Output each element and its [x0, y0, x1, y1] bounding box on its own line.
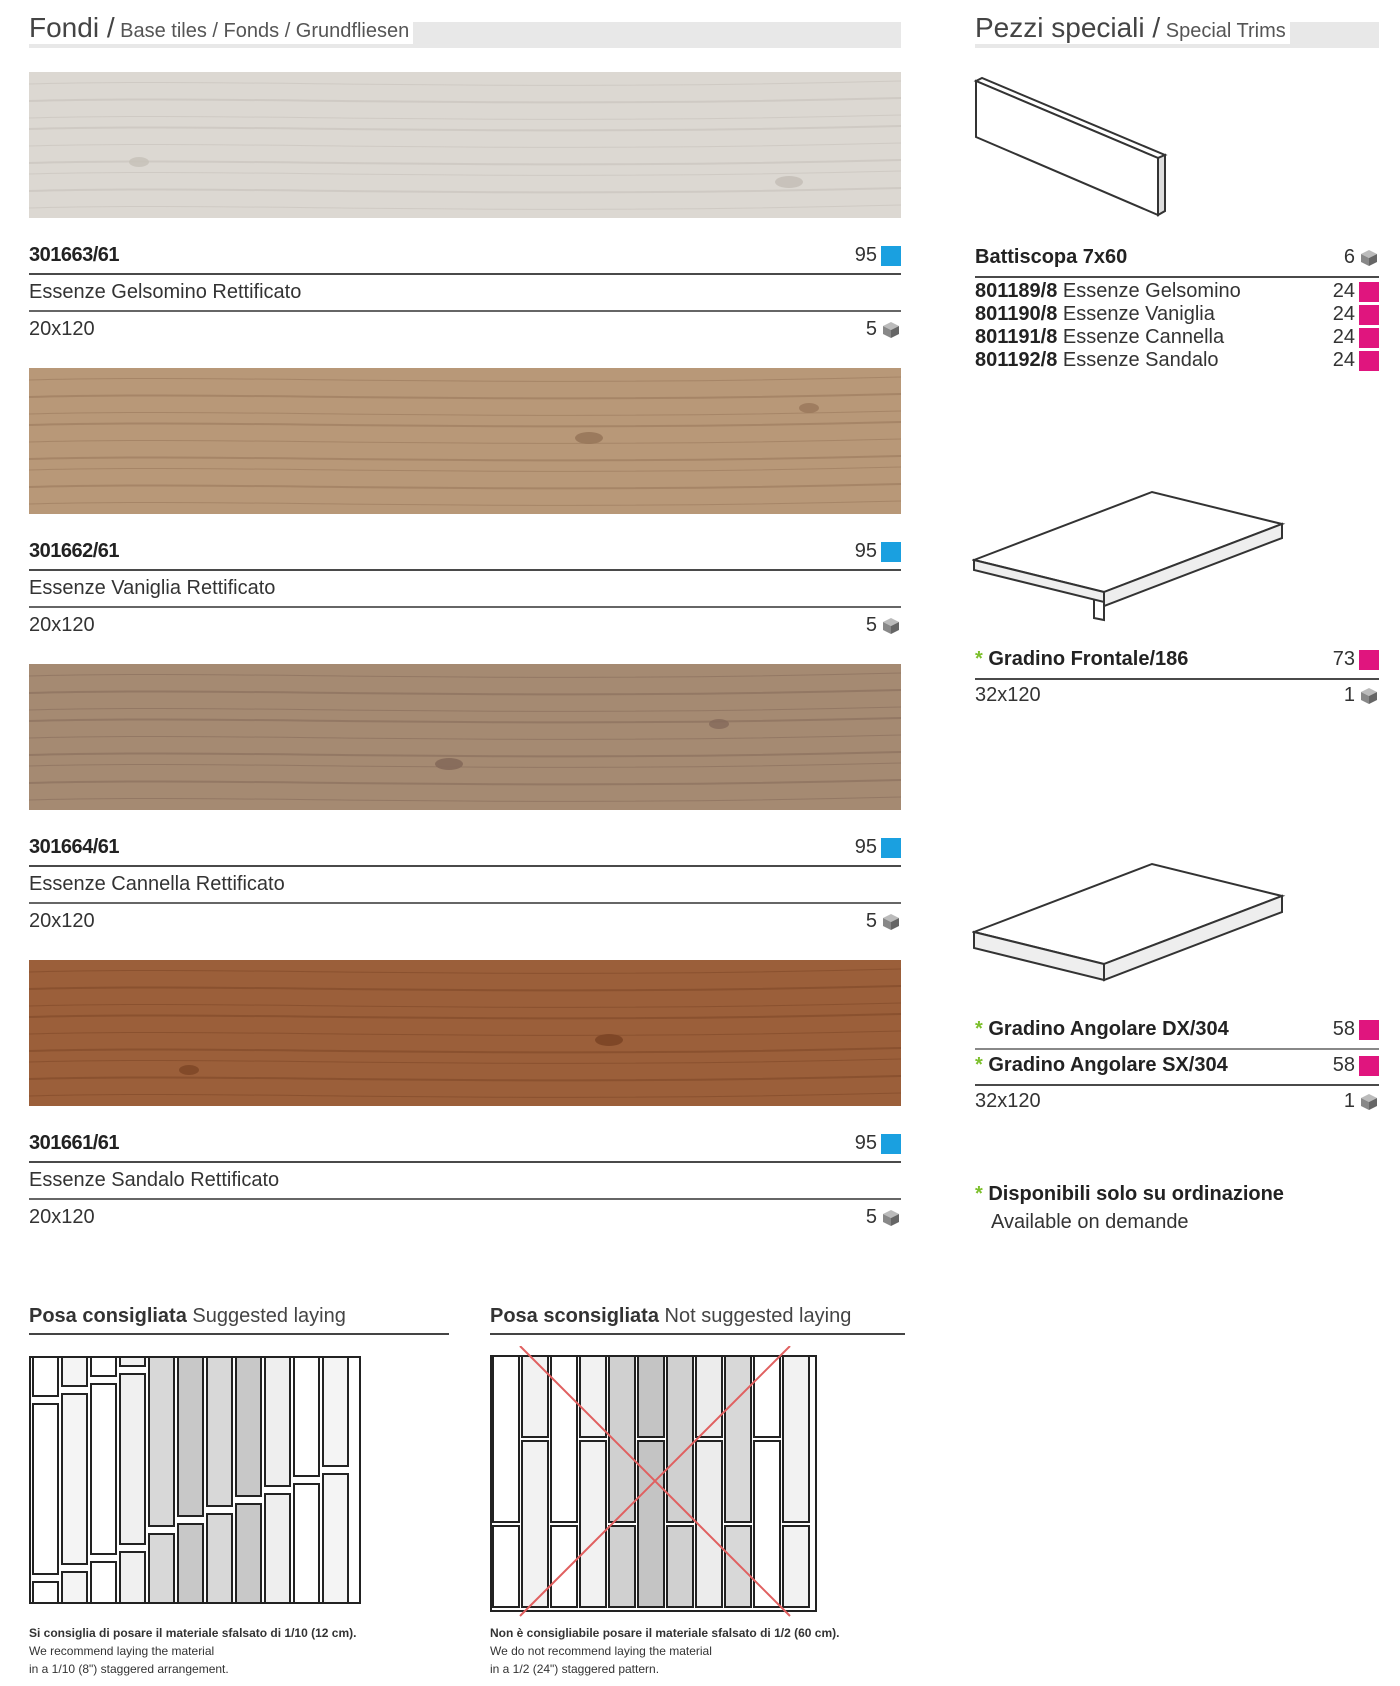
- angolare-pack: 1: [1343, 1090, 1355, 1112]
- tile-rect: [725, 1356, 751, 1522]
- tile-card: [29, 72, 901, 347]
- tile-rect: [33, 1404, 58, 1574]
- tile-name: Essenze Gelsomino Rettificato: [29, 281, 302, 303]
- price-square-icon: [1359, 282, 1379, 302]
- order-note: * Disponibili solo su ordinazione Available on demande: [975, 1183, 1284, 1233]
- item-name: Essenze Sandalo: [1062, 349, 1219, 371]
- tile-rect: [91, 1562, 116, 1604]
- tile-rect: [725, 1526, 751, 1607]
- tile-rect: [493, 1526, 519, 1607]
- tile-code: 301664/61: [29, 836, 120, 858]
- tile-rect: [609, 1526, 635, 1607]
- trims-title: Pezzi speciali / Special Trims: [975, 12, 1290, 44]
- tile-rect: [638, 1441, 664, 1607]
- tile-name: Essenze Vaniglia Rettificato: [29, 577, 276, 599]
- angolare-size: 32x120: [975, 1090, 1041, 1112]
- tile-rect: [178, 1356, 203, 1516]
- not-suggested-laying-diagram: [490, 1346, 820, 1621]
- tile-rect: [236, 1356, 261, 1496]
- angolare-item: * Gradino Angolare SX/304 58: [975, 1054, 1379, 1084]
- angolare-name: Gradino Angolare DX/304: [988, 1018, 1229, 1040]
- price-square-icon: [1359, 351, 1379, 371]
- tile-rect: [265, 1494, 290, 1604]
- tile-price: 95: [854, 244, 877, 266]
- tile-rect: [580, 1441, 606, 1607]
- divider: [29, 1333, 449, 1335]
- tile-size: 20x120: [29, 318, 95, 340]
- divider: [975, 1084, 1379, 1086]
- tile-rect: [294, 1356, 319, 1476]
- frontale-pack: 1: [1343, 684, 1355, 706]
- angolare-name: Gradino Angolare SX/304: [988, 1054, 1228, 1076]
- divider: [490, 1333, 905, 1335]
- tile-pack: 5: [865, 318, 877, 340]
- price-square-icon: [1359, 305, 1379, 325]
- tile-size: 20x120: [29, 614, 95, 636]
- battiscopa-name: Battiscopa 7x60: [975, 246, 1128, 268]
- tile-rect: [120, 1374, 145, 1544]
- angolare-price: 58: [1332, 1054, 1355, 1076]
- battiscopa-item: [975, 303, 1379, 326]
- item-name: Essenze Vaniglia: [1062, 303, 1215, 325]
- not-suggested-caption: Non è consigliabile posare il materiale sfalsato di 1/2 (60 cm). We do not recommend laying the material in a 1/2 (24") staggered pattern.: [490, 1626, 840, 1676]
- angolare-price: 58: [1332, 1018, 1355, 1040]
- tile-price: 95: [854, 1132, 877, 1154]
- tile-rect: [323, 1356, 348, 1466]
- item-price: 24: [1332, 303, 1355, 325]
- battiscopa-item: [975, 349, 1379, 372]
- price-square-icon: [1359, 650, 1379, 670]
- box-icon: [881, 912, 901, 932]
- tile-name: Essenze Cannella Rettificato: [29, 873, 285, 895]
- battiscopa-item: [975, 326, 1379, 349]
- tile-name: Essenze Sandalo Rettificato: [29, 1169, 280, 1191]
- tile-rect: [493, 1356, 519, 1522]
- price-square-icon: [881, 838, 901, 858]
- tile-rect: [580, 1356, 606, 1437]
- item-name: Essenze Gelsomino: [1062, 280, 1241, 302]
- box-icon: [881, 1208, 901, 1228]
- battiscopa-drawing: [970, 75, 1170, 225]
- divider: [975, 1048, 1379, 1050]
- box-icon: [881, 320, 901, 340]
- tile-rect: [33, 1356, 58, 1396]
- tile-rect: [551, 1526, 577, 1607]
- tile-rect: [33, 1582, 58, 1604]
- tile-image: [29, 960, 901, 1106]
- tile-image: [29, 368, 901, 514]
- price-square-icon: [881, 542, 901, 562]
- tile-pack: 5: [865, 614, 877, 636]
- tile-rect: [638, 1356, 664, 1437]
- suggested-laying-title: Posa consigliata Suggested laying: [29, 1305, 346, 1327]
- item-name: Essenze Cannella: [1062, 326, 1225, 348]
- box-icon: [881, 616, 901, 636]
- tile-code: 301661/61: [29, 1132, 120, 1154]
- tile-rect: [207, 1514, 232, 1604]
- gradino-angolare-drawing: [972, 860, 1292, 1000]
- divider: [975, 678, 1379, 680]
- tile-code: 301663/61: [29, 244, 120, 266]
- tile-card: [29, 664, 901, 939]
- item-code: 801189/8: [975, 280, 1058, 302]
- tile-rect: [323, 1474, 348, 1604]
- tile-rect: [91, 1356, 116, 1376]
- tile-rect: [696, 1356, 722, 1437]
- price-square-icon: [881, 246, 901, 266]
- base-tiles-header: [29, 12, 901, 48]
- tile-rect: [149, 1534, 174, 1604]
- trims-header: [975, 12, 1379, 48]
- battiscopa-pack: 6: [1343, 246, 1355, 268]
- price-square-icon: [1359, 1056, 1379, 1076]
- tile-rect: [178, 1524, 203, 1604]
- tile-card: [29, 960, 901, 1235]
- tile-pack: 5: [865, 910, 877, 932]
- tile-card: [29, 368, 901, 643]
- tile-rect: [696, 1441, 722, 1607]
- price-square-icon: [1359, 1020, 1379, 1040]
- tile-rect: [120, 1552, 145, 1604]
- tile-image: [29, 72, 901, 218]
- item-code: 801190/8: [975, 303, 1058, 325]
- not-suggested-laying-title: Posa sconsigliata Not suggested laying: [490, 1305, 852, 1327]
- tile-rect: [783, 1356, 809, 1522]
- tile-size: 20x120: [29, 1206, 95, 1228]
- tile-rect: [667, 1526, 693, 1607]
- item-price: 24: [1332, 349, 1355, 371]
- tile-rect: [91, 1384, 116, 1554]
- divider: [975, 276, 1379, 278]
- tile-rect: [522, 1441, 548, 1607]
- tile-pack: 5: [865, 1206, 877, 1228]
- suggested-laying-diagram: [29, 1356, 361, 1604]
- battiscopa-item: [975, 280, 1379, 303]
- tile-size: 20x120: [29, 910, 95, 932]
- tile-price: 95: [854, 836, 877, 858]
- tile-rect: [207, 1356, 232, 1506]
- item-code: 801192/8: [975, 349, 1058, 371]
- tile-rect: [522, 1356, 548, 1437]
- item-price: 24: [1332, 280, 1355, 302]
- item-price: 24: [1332, 326, 1355, 348]
- frontale-size: 32x120: [975, 684, 1041, 706]
- tile-rect: [62, 1394, 87, 1564]
- box-icon: [1359, 686, 1379, 706]
- tile-rect: [754, 1441, 780, 1607]
- tile-rect: [783, 1526, 809, 1607]
- box-icon: [1359, 1092, 1379, 1112]
- tile-rect: [265, 1356, 290, 1486]
- tile-rect: [149, 1356, 174, 1526]
- tile-rect: [236, 1504, 261, 1604]
- frontale-price: 73: [1332, 648, 1355, 670]
- gradino-frontale-drawing: [972, 488, 1292, 628]
- price-square-icon: [881, 1134, 901, 1154]
- price-square-icon: [1359, 328, 1379, 348]
- tile-rect: [62, 1572, 87, 1604]
- tile-image: [29, 664, 901, 810]
- item-code: 801191/8: [975, 326, 1058, 348]
- tile-rect: [294, 1484, 319, 1604]
- box-icon: [1359, 248, 1379, 268]
- base-tiles-title: Fondi / Base tiles / Fonds / Grundfliesen: [29, 12, 413, 44]
- frontale-name: * Gradino Frontale/186: [975, 648, 1189, 670]
- angolare-item: * Gradino Angolare DX/304 58: [975, 1018, 1379, 1048]
- tile-code: 301662/61: [29, 540, 120, 562]
- tile-price: 95: [854, 540, 877, 562]
- tile-rect: [62, 1356, 87, 1386]
- suggested-caption: Si consiglia di posare il materiale sfalsato di 1/10 (12 cm). We recommend laying the material in a 1/10 (8") staggered arrangement.: [29, 1626, 357, 1676]
